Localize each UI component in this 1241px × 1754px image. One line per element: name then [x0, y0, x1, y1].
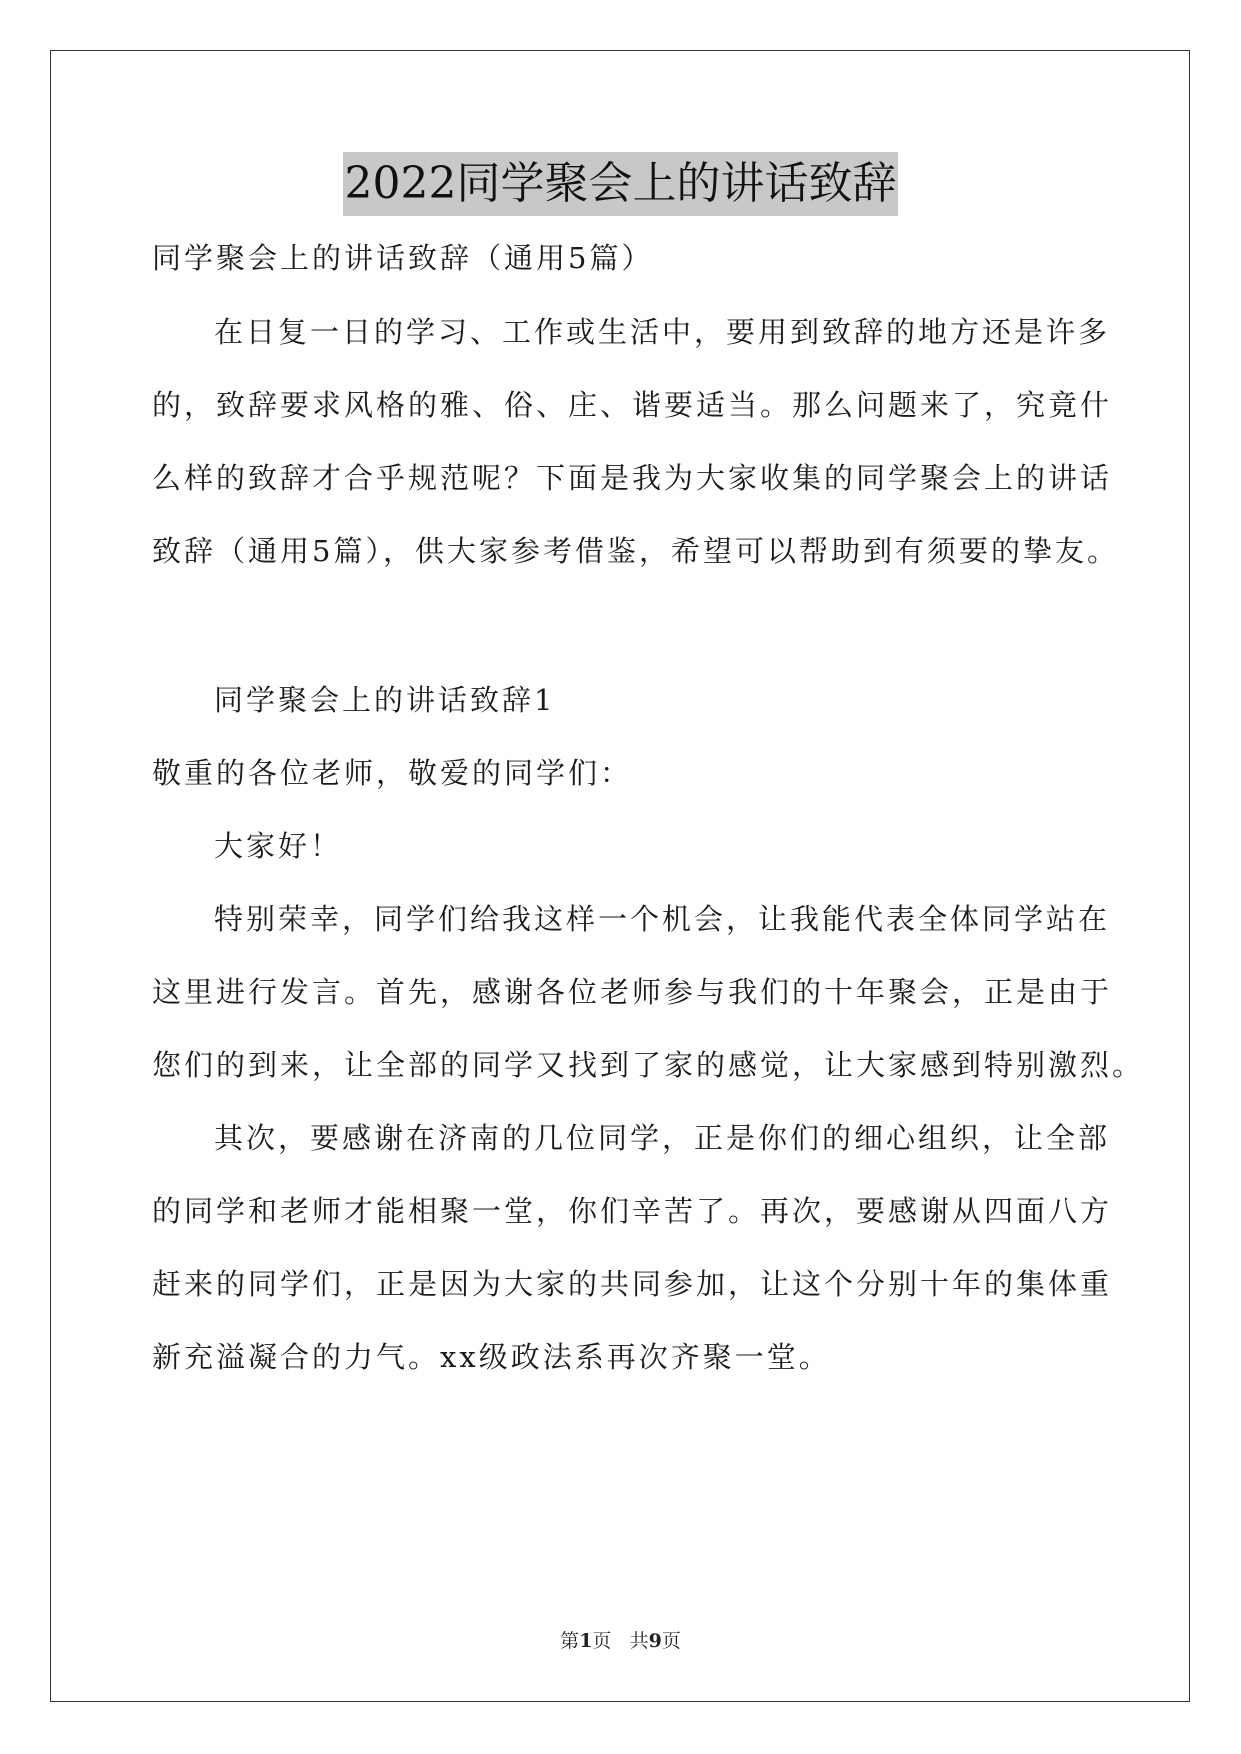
- paragraph-line: 在日复一日的学习、工作或生活中，要用到致辞的地方还是许多: [214, 315, 1111, 349]
- paragraph-line: 的，致辞要求风格的雅、俗、庄、谐要适当。那么问题来了，究竟什: [152, 388, 1113, 422]
- paragraph-line: 新充溢凝合的力气。xx级政法系再次齐聚一堂。: [152, 1340, 831, 1374]
- paragraph-line: 么样的致辞才合乎规范呢？下面是我为大家收集的同学聚会上的讲话: [152, 461, 1113, 495]
- total-suffix: 页: [661, 1630, 681, 1652]
- paragraph-line: 特别荣幸，同学们给我这样一个机会，让我能代表全体同学站在: [214, 902, 1111, 936]
- paragraph-line: 赶来的同学们，正是因为大家的共同参加，让这个分别十年的集体重: [152, 1267, 1113, 1301]
- salutation-line: 敬重的各位老师，敬爱的同学们：: [152, 756, 633, 790]
- page-prefix: 第: [560, 1630, 580, 1652]
- paragraph-line: 这里进行发言。首先，感谢各位老师参与我们的十年聚会，正是由于: [152, 975, 1113, 1009]
- title-container: [0, 152, 1241, 216]
- page-suffix: 页: [592, 1630, 612, 1652]
- page-footer: [0, 1628, 1241, 1654]
- section-heading: 同学聚会上的讲话致辞1: [214, 683, 556, 717]
- subtitle-line: 同学聚会上的讲话致辞（通用5篇）: [152, 241, 654, 275]
- total-prefix: 共: [629, 1630, 649, 1652]
- page-current: 1: [579, 1630, 593, 1652]
- document-title: 2022同学聚会上的讲话致辞: [343, 152, 899, 216]
- page-border: [50, 50, 1190, 1702]
- paragraph-line: 的同学和老师才能相聚一堂，你们辛苦了。再次，要感谢从四面八方: [152, 1194, 1113, 1228]
- page-total: 9: [648, 1630, 662, 1652]
- paragraph-line: 致辞（通用5篇），供大家参考借鉴，希望可以帮助到有须要的挚友。: [152, 534, 1119, 568]
- paragraph-line: 您们的到来，让全部的同学又找到了家的感觉，让大家感到特别激烈。: [152, 1048, 1145, 1082]
- greeting-line: 大家好！: [214, 829, 343, 863]
- paragraph-line: 其次，要感谢在济南的几位同学，正是你们的细心组织，让全部: [214, 1121, 1111, 1155]
